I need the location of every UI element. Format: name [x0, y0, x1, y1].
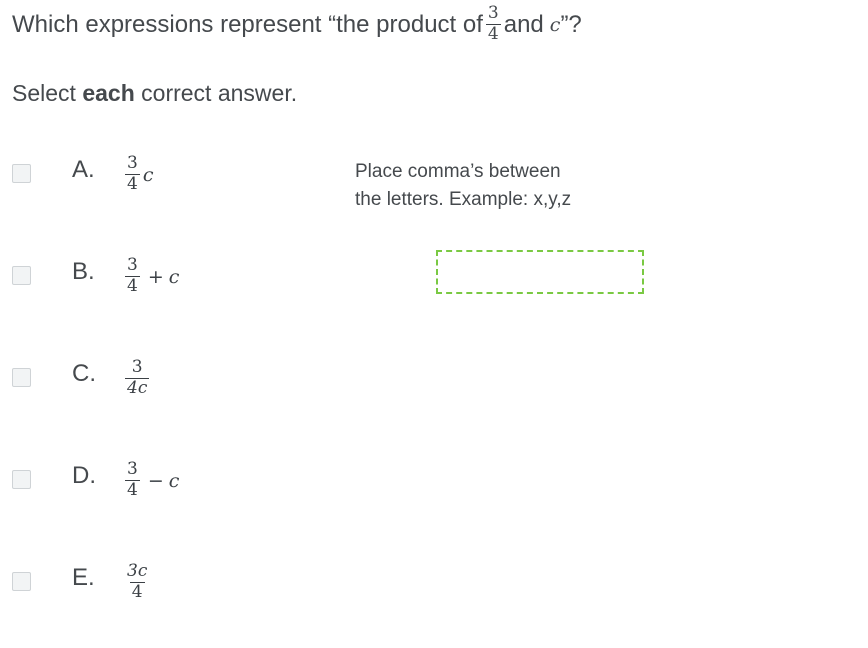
option-d-denominator: 4	[127, 479, 138, 500]
option-c-denominator: 4c	[127, 377, 148, 398]
option-row-a[interactable]	[0, 138, 360, 240]
checkbox-e[interactable]	[12, 572, 31, 591]
option-b-operator: +	[147, 266, 164, 288]
hint-line-2: the letters. Example: x,y,z	[355, 188, 572, 210]
option-b-denominator: 4	[127, 275, 138, 296]
instruction-text	[12, 80, 297, 107]
option-row-c[interactable]	[0, 342, 360, 444]
instruction-after: correct answer.	[134, 80, 298, 106]
question-fraction	[486, 5, 501, 44]
checkbox-d[interactable]	[12, 470, 31, 489]
question-suffix: ”?	[560, 11, 582, 39]
option-a-variable: c	[142, 164, 154, 186]
option-row-d[interactable]	[0, 444, 360, 546]
option-b-fraction	[125, 254, 140, 296]
option-e-numerator: 3c	[127, 560, 148, 581]
option-expression-a	[122, 152, 154, 194]
question-prefix: Which expressions represent “the product of	[12, 11, 483, 39]
checkbox-c[interactable]	[12, 368, 31, 387]
option-e-denominator: 4	[131, 581, 143, 602]
question-middle: and	[503, 11, 544, 39]
option-d-fraction	[125, 458, 140, 500]
option-a-numerator: 3	[127, 152, 138, 173]
question-prompt	[12, 3, 582, 45]
options-list	[0, 138, 360, 648]
hint-line-1: Place comma’s between	[355, 161, 561, 182]
option-row-e[interactable]	[0, 546, 360, 648]
option-letter-a: A.	[72, 156, 95, 183]
option-letter-c: C.	[72, 360, 96, 387]
option-row-b[interactable]	[0, 240, 360, 342]
checkbox-a[interactable]	[12, 164, 31, 183]
answer-input[interactable]	[436, 250, 644, 294]
option-a-fraction	[125, 152, 140, 194]
option-e-fraction	[125, 560, 149, 602]
checkbox-b[interactable]	[12, 266, 31, 285]
option-letter-e: E.	[72, 564, 95, 591]
option-d-numerator: 3	[127, 458, 138, 479]
hint-text	[355, 158, 685, 213]
option-expression-b	[122, 254, 180, 296]
option-b-variable: c	[168, 266, 180, 288]
option-b-numerator: 3	[127, 254, 138, 275]
option-expression-e	[122, 560, 152, 602]
instruction-before: Select	[12, 80, 83, 106]
option-letter-d: D.	[72, 462, 96, 489]
option-letter-b: B.	[72, 258, 95, 285]
option-a-denominator: 4	[127, 173, 138, 194]
option-expression-d	[122, 458, 180, 500]
option-d-operator: −	[147, 470, 164, 492]
instruction-emphasis: each	[82, 80, 135, 106]
option-c-fraction	[125, 356, 149, 398]
option-expression-c	[122, 356, 152, 398]
fraction-denominator: 4	[487, 23, 499, 44]
fraction-numerator: 3	[487, 3, 499, 23]
option-c-numerator: 3	[131, 356, 143, 377]
option-d-variable: c	[168, 470, 180, 492]
question-variable: c	[549, 14, 561, 37]
